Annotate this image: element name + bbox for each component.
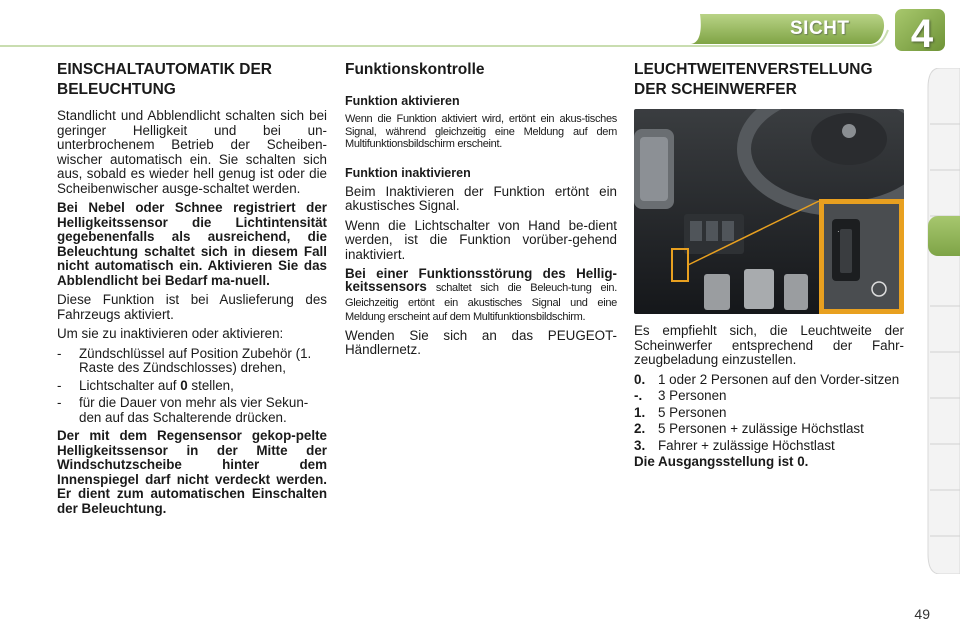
toggle-steps (57, 347, 327, 426)
section-heading-function-check: Funktionskontrolle (345, 61, 485, 78)
section-heading-auto-lighting: EINSCHALTAUTOMATIK DER BELEUCHTUNG (57, 61, 272, 98)
column-function-check (345, 60, 617, 363)
setting-item: 1. 5 Personen (634, 404, 727, 420)
sensor-warning: Der mit dem Regensensor gekop-pelte Helligkeitssensor in der Mitte der Windschutzscheibe hinter dem Innenspiegel darf nicht verdeckt werden. Er dient zum automatischen Einschalten der Beleuchtung. (57, 428, 327, 516)
manual-override-text: Wenn die Lichtschalter von Hand be-dient werden, ist die Funktion vorüber-gehend inaktiviert. (345, 217, 617, 262)
step-item: - Lichtschalter auf 0 stellen, (57, 379, 327, 394)
activate-text: Wenn die Funktion aktiviert wird, ertönt ein akus-tisches Signal, während gleichzeitig eine Meldung auf dem Multifunktionsbildschirm erscheint. (345, 113, 617, 150)
column-headlamp-adjustment (634, 60, 904, 475)
default-setting: Die Ausgangsstellung ist 0. (634, 454, 809, 469)
step-item: - für die Dauer von mehr als vier Sekun-den auf das Schalterende drücken. (57, 396, 327, 425)
fog-snow-warning: Bei Nebel oder Schnee registriert der Helligkeitssensor die Lichtintensität gegebenenfalls als ausreichend, die Beleuchtung schaltet sich in diesem Fall nicht automatisch ein. Aktivieren Sie das Abblendlicht bei Bedarf ma-nuell. (57, 200, 327, 288)
chapter-tabs (926, 68, 960, 574)
deactivate-title: Funktion inaktivieren (345, 165, 471, 180)
chapter-title: SICHT (790, 18, 850, 39)
chapter-number: 4 (910, 12, 934, 56)
setting-item: 0. 1 oder 2 Personen auf den Vorder-sitzen (634, 371, 900, 387)
section-heading-headlamp: LEUCHTWEITENVERSTELLUNG DER SCHEINWERFER (634, 61, 873, 98)
step-item: - Zündschlüssel auf Position Zubehör (1. Raste des Zündschlosses) drehen, (57, 347, 327, 376)
sensor-fault-text: Bei einer Funktionsstörung des Hellig-keitssensors schaltet sich die Beleuch-tung ein. Gleichzeitig ertönt ein akustisches Signal und eine Meldung erscheint auf dem Multifunktionsbildschirm. (345, 266, 617, 323)
dealer-text: Wenden Sie sich an das PEUGEOT-Händlernetz. (345, 327, 617, 357)
svg-text:·: · (837, 227, 840, 236)
delivery-note: Diese Funktion ist bei Auslieferung des Fahrzeugs aktiviert. (57, 292, 327, 322)
setting-item: 2. 5 Personen + zulässige Höchstlast (634, 421, 864, 436)
column-auto-lighting (57, 60, 327, 521)
chapter-header (0, 0, 960, 56)
activate-title: Funktion aktivieren (345, 94, 460, 108)
setting-item: -. 3 Personen (634, 388, 727, 403)
adjustment-recommendation: Es empfiehlt sich, die Leuchtweite der Scheinwerfer entsprechend der Fahr-zeugbeladung einzustellen. (634, 323, 904, 367)
headlamp-adjustment-photo (634, 109, 904, 314)
active-chapter-tab[interactable] (928, 216, 960, 256)
adjustment-settings-list (634, 373, 904, 454)
page-number: 49 (914, 606, 930, 622)
deactivate-text: Beim Inaktivieren der Funktion ertönt ein akustisches Signal. (345, 183, 617, 213)
toggle-intro: Um sie zu inaktivieren oder aktivieren: (57, 326, 284, 341)
auto-lighting-intro: Standlicht und Abblendlicht schalten sich bei geringer Helligkeit und bei un-unterbrochenem Betrieb der Scheiben-wischer automatisch ein. Sie schalten sich aus, sobald es wieder hell genug ist oder die Scheibenwischer ausge-schaltet werden. (57, 108, 327, 196)
dashboard-illustration (634, 109, 904, 314)
setting-item: 3. Fahrer + zulässige Höchstlast (634, 437, 835, 453)
